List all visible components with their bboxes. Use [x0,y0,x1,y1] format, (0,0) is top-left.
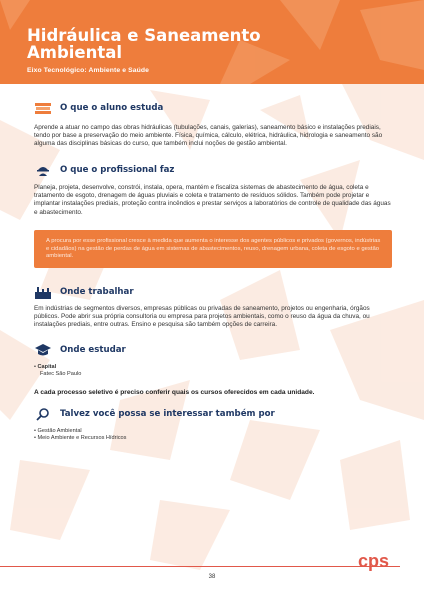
factory-icon [34,285,52,299]
section-heading-trabalhar [34,285,134,299]
section-text-faz: Planeja, projeta, desenvolve, constrói, instala, opera, mantém e fiscaliza sistemas de abastecimento de água, coleta e tratamento de esgoto, drenagem de águas pluviais e coleta e tratamento de resíduos sólidos. Também pode projetar e implantar instalações prediais, proteção contra incêndios e prestar serviços a laboratórios de controle de qualidade das águas e abastecimento. [34,184,391,216]
study-region: Capital [37,364,57,370]
svg-text:cps: cps [358,551,390,571]
page-number: 38 [208,574,216,580]
worker-icon [34,163,52,177]
section-text-estuda: Aprende a atuar no campo das obras hidráulicas (tubulações, canais, galerias), saneamento básico e instalações prediais, tendo por base a preservação do meio ambiente. Física, química, cálculo, elétrica, hidráulica, hidrologia e saneamento são alguma das disciplinas básicas do curso, que também inclui noções de gestão ambiental. [34,124,383,148]
list-item: • Meio Ambiente e Recursos Hídricos [34,435,126,442]
section-title: Talvez você possa se interessar também por [60,409,275,419]
section-heading-estudar [34,343,126,357]
list-item: • Gestão Ambiental [34,428,126,435]
section-title: O que o aluno estuda [60,103,164,113]
callout-box [34,230,392,268]
book-icon [34,101,52,115]
graduation-cap-icon [34,343,52,357]
study-school: Fatec São Paulo [40,371,82,378]
page-title: Hidráulica e Saneamento Ambiental [27,26,261,62]
footer-line [0,566,400,567]
study-note: A cada processo seletivo é preciso conferir quais os cursos oferecidos em cada unidade. [34,389,315,396]
callout-text: A procura por esse profissional cresce à medida que aumenta o interesse dos agentes públicos e privados (governos, indústrias e cidadãos) na gestão de perdas de água em sistemas de abastecimentos, reuso, drenagem urbana, coleta de esgoto e gestão ambiental. [46,238,381,260]
section-title: Onde trabalhar [60,287,134,297]
section-text-trabalhar: Em indústrias de segmentos diversos, empresas públicas ou privadas de saneamento, projetos ou engenharia, órgãos públicos. Pode abrir sua própria consultoria ou empresa para projetos ambientais, como o reuso da água da chuva, ou instalações prediais, entre outras. Ensino e pesquisa são também opções de carreira. [34,305,370,329]
section-heading-estuda [34,101,163,115]
section-heading-faz [34,163,174,177]
page-subtitle: Eixo Tecnológico: Ambiente e Saúde [27,67,149,74]
cps-logo [356,548,400,574]
study-location: • Capital Fatec São Paulo [34,364,82,378]
related-courses-list [34,428,126,442]
magnifier-icon [34,407,52,421]
section-title: Onde estudar [60,345,126,355]
section-heading-interessar [34,407,275,421]
section-title: O que o profissional faz [60,165,175,175]
